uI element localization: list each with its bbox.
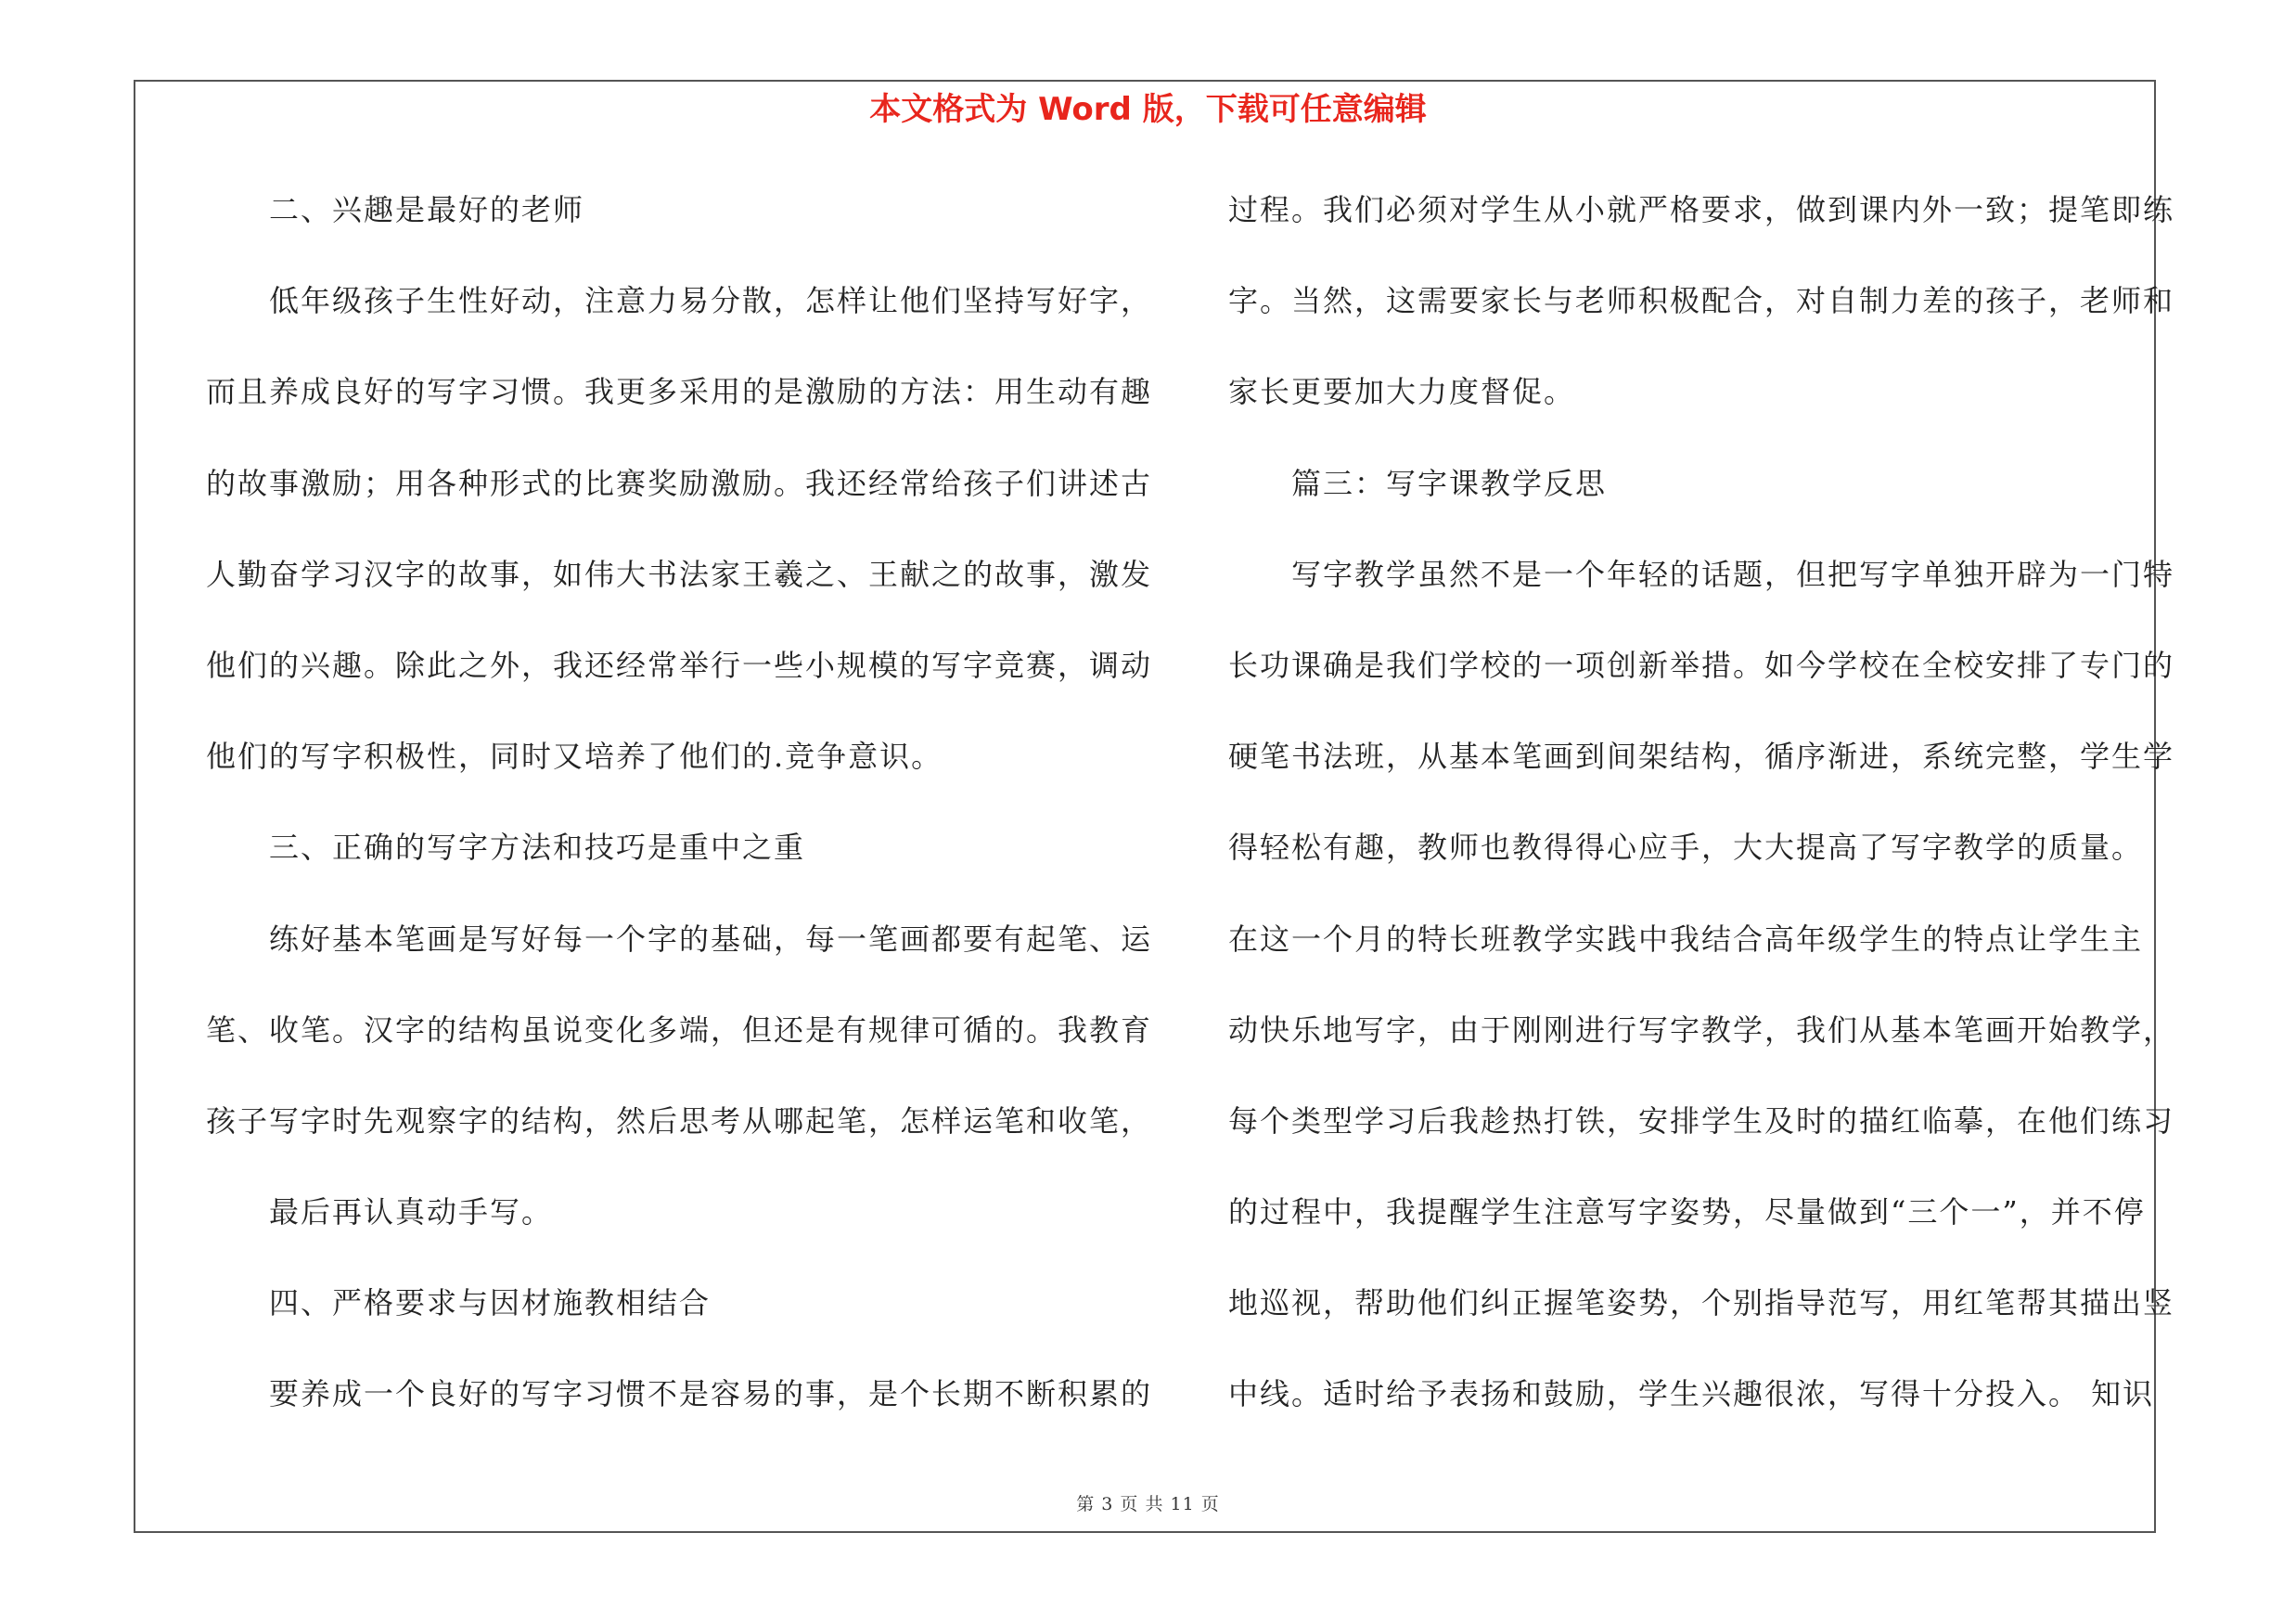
text-line: 家长更要加大力度督促。 bbox=[1228, 374, 1576, 410]
right-text-column bbox=[1228, 182, 2175, 1458]
text-line: 孩子写字时先观察字的结构，然后思考从哪起笔，怎样运笔和收笔， bbox=[206, 1102, 1153, 1139]
text-line: 人勤奋学习汉字的故事，如伟大书法家王羲之、王献之的故事，激发 bbox=[206, 556, 1153, 592]
text-line: 动快乐地写字，由于刚刚进行写字教学，我们从基本笔画开始教学， bbox=[1228, 1011, 2175, 1048]
text-line: 笔、收笔。汉字的结构虽说变化多端，但还是有规律可循的。我教育 bbox=[206, 1011, 1153, 1048]
text-line: 每个类型学习后我趁热打铁，安排学生及时的描红临摹，在他们练习 bbox=[1228, 1102, 2175, 1139]
text-line: 的过程中，我提醒学生注意写字姿势，尽量做到“三个一”，并不停 bbox=[1228, 1194, 2146, 1230]
text-line: 字。当然，这需要家长与老师积极配合，对自制力差的孩子，老师和 bbox=[1228, 283, 2175, 319]
text-line: 他们的兴趣。除此之外，我还经常举行一些小规模的写字竞赛，调动 bbox=[206, 647, 1153, 683]
text-line: 低年级孩子生性好动，注意力易分散，怎样让他们坚持写好字， bbox=[269, 283, 1153, 319]
section-heading: 二、兴趣是最好的老师 bbox=[269, 192, 585, 227]
text-line: 长功课确是我们学校的一项创新举措。如今学校在全校安排了专门的 bbox=[1228, 647, 2175, 683]
text-line: 而且养成良好的写字习惯。我更多采用的是激励的方法：用生动有趣 bbox=[206, 374, 1153, 410]
section-heading: 四、严格要求与因材施教相结合 bbox=[269, 1285, 712, 1321]
text-line: 硬笔书法班，从基本笔画到间架结构，循序渐进，系统完整，学生学 bbox=[1228, 739, 2175, 775]
text-line: 要养成一个良好的写字习惯不是容易的事，是个长期不断积累的 bbox=[269, 1376, 1153, 1412]
document-banner: 本文格式为 Word 版，下载可任意编辑 bbox=[869, 91, 1427, 128]
text-line: 练好基本笔画是写好每一个字的基础，每一笔画都要有起笔、运 bbox=[269, 921, 1153, 957]
text-line: 地巡视，帮助他们纠正握笔姿势，个别指导范写，用红笔帮其描出竖 bbox=[1228, 1285, 2175, 1321]
section-heading: 三、正确的写字方法和技巧是重中之重 bbox=[269, 830, 806, 866]
section-heading: 篇三：写字课教学反思 bbox=[1291, 465, 1608, 501]
text-line: 的故事激励；用各种形式的比赛奖励激励。我还经常给孩子们讲述古 bbox=[206, 465, 1153, 501]
page-number: 第 3 页 共 11 页 bbox=[1076, 1494, 1220, 1514]
text-line: 中线。适时给予表扬和鼓励，学生兴趣很浓，写得十分投入。 知识 bbox=[1228, 1376, 2155, 1412]
text-line: 过程。我们必须对学生从小就严格要求，做到课内外一致；提笔即练 bbox=[1228, 192, 2175, 227]
left-text-column bbox=[206, 182, 1153, 1458]
text-line: 最后再认真动手写。 bbox=[269, 1194, 554, 1230]
text-line: 写字教学虽然不是一个年轻的话题，但把写字单独开辟为一门特 bbox=[1291, 556, 2175, 592]
text-line: 他们的写字积极性，同时又培养了他们的.竞争意识。 bbox=[206, 739, 943, 775]
text-line: 得轻松有趣，教师也教得得心应手，大大提高了写字教学的质量。 bbox=[1228, 830, 2144, 866]
text-line: 在这一个月的特长班教学实践中我结合高年级学生的特点让学生主 bbox=[1228, 921, 2144, 957]
